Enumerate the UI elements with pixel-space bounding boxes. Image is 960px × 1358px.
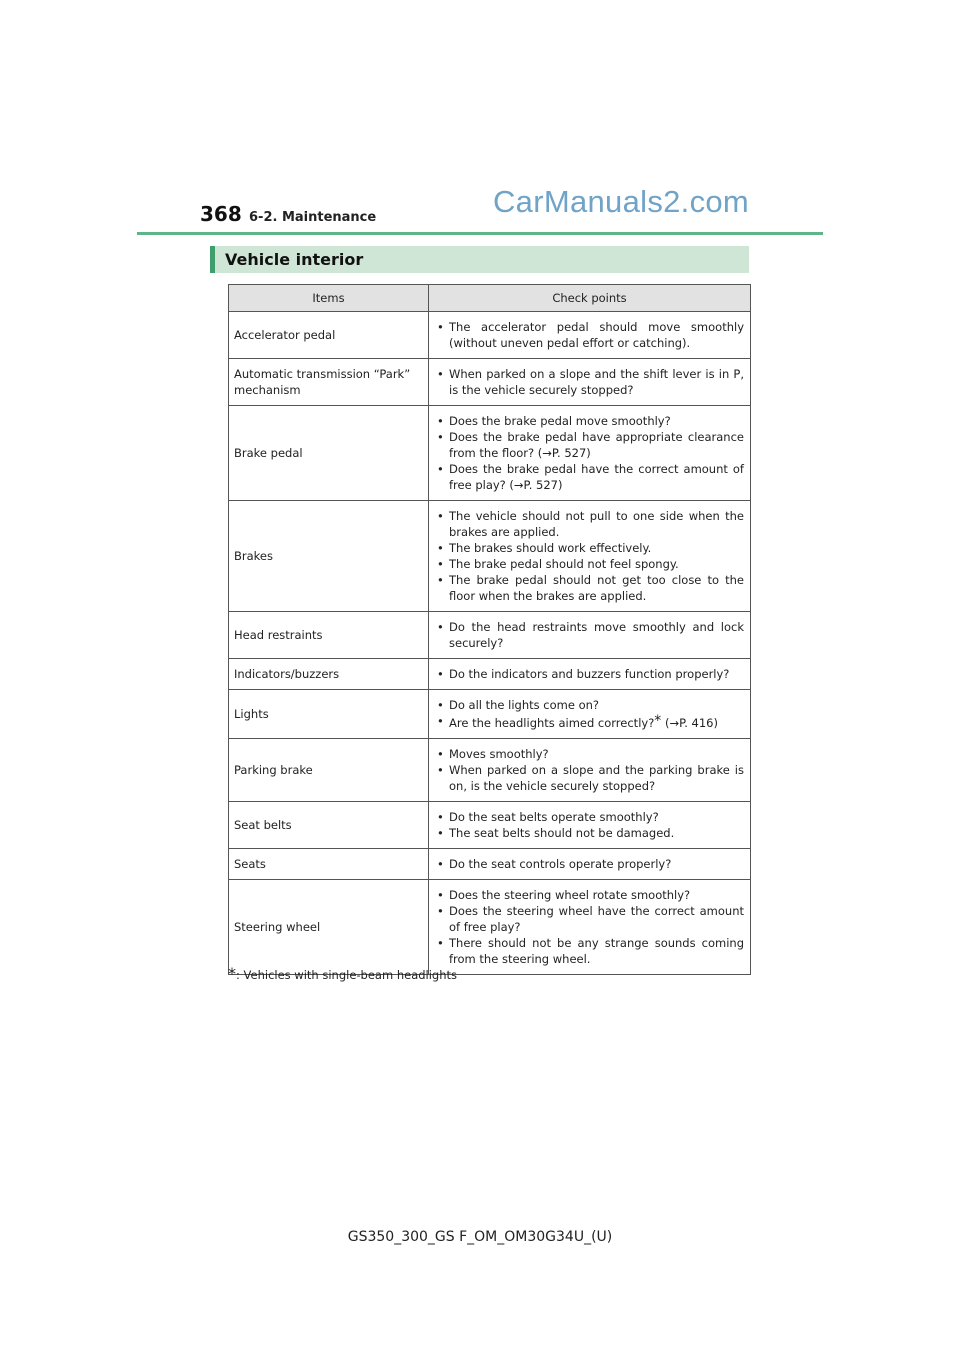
check-points-cell	[429, 406, 751, 501]
check-point: • Moves smoothly?	[435, 746, 744, 762]
table-row	[229, 312, 751, 359]
column-header-check-points: Check points	[429, 285, 751, 312]
check-point: • The seat belts should not be damaged.	[435, 825, 744, 841]
check-point: • Do the indicators and buzzers function properly?	[435, 666, 744, 682]
table-row	[229, 880, 751, 975]
section-heading-bar	[210, 246, 749, 273]
page-reference: (→P. 416)	[661, 716, 718, 730]
check-point-text: Are the headlights aimed correctly?	[449, 716, 655, 730]
check-point: • Do the seat belts operate smoothly?	[435, 809, 744, 825]
check-point: • Does the brake pedal have the correct amount of free play? (→P. 527)	[435, 461, 744, 493]
check-points-cell	[429, 359, 751, 406]
check-point: • The vehicle should not pull to one side when the brakes are applied.	[435, 508, 744, 540]
check-points-cell	[429, 659, 751, 690]
footnote-text: : Vehicles with single-beam headlights	[236, 968, 458, 982]
check-point: • When parked on a slope and the shift lever is in P, is the vehicle securely stopped?	[435, 366, 744, 398]
check-point	[435, 713, 744, 731]
footnote	[228, 964, 457, 983]
footnote-mark: *	[654, 713, 662, 729]
check-point: • The accelerator pedal should move smoothly (without uneven pedal effort or catching).	[435, 319, 744, 351]
item-cell: Lights	[229, 690, 429, 739]
table-row	[229, 690, 751, 739]
check-points-cell	[429, 802, 751, 849]
document-id: GS350_300_GS F_OM_OM30G34U_(U)	[347, 1229, 613, 1245]
check-point: • Does the steering wheel rotate smoothly?	[435, 887, 744, 903]
header-rule	[137, 232, 823, 235]
item-cell: Automatic transmission “Park” mechanism	[229, 359, 429, 406]
section-heading: Vehicle interior	[225, 250, 364, 269]
check-point: • The brake pedal should not feel spongy.	[435, 556, 744, 572]
item-cell: Seat belts	[229, 802, 429, 849]
table-row	[229, 501, 751, 612]
check-point: • Do the seat controls operate properly?	[435, 856, 744, 872]
check-points-cell	[429, 849, 751, 880]
column-header-items: Items	[229, 285, 429, 312]
page-number: 368	[200, 202, 242, 226]
item-cell: Indicators/buzzers	[229, 659, 429, 690]
check-point: • Does the brake pedal move smoothly?	[435, 413, 744, 429]
table-row	[229, 659, 751, 690]
check-points-cell	[429, 739, 751, 802]
section-title: 6-2. Maintenance	[249, 210, 377, 225]
check-point: • When parked on a slope and the parking brake is on, is the vehicle securely stopped?	[435, 762, 744, 794]
item-cell: Steering wheel	[229, 880, 429, 975]
check-point: • Do all the lights come on?	[435, 697, 744, 713]
check-points-cell	[429, 501, 751, 612]
table-row	[229, 359, 751, 406]
table-header-row	[229, 285, 751, 312]
check-point: • The brakes should work effectively.	[435, 540, 744, 556]
check-points-cell	[429, 690, 751, 739]
check-point: • Does the brake pedal have appropriate clearance from the floor? (→P. 527)	[435, 429, 744, 461]
check-point: • Does the steering wheel have the correct amount of free play?	[435, 903, 744, 935]
check-point: • Do the head restraints move smoothly and lock securely?	[435, 619, 744, 651]
table-row	[229, 739, 751, 802]
item-cell: Brake pedal	[229, 406, 429, 501]
item-cell: Parking brake	[229, 739, 429, 802]
check-points-cell	[429, 612, 751, 659]
item-cell: Seats	[229, 849, 429, 880]
footnote-mark: *	[228, 964, 236, 983]
item-cell: Head restraints	[229, 612, 429, 659]
table-row	[229, 612, 751, 659]
watermark-text: CarManuals2.com	[493, 184, 750, 219]
check-point: • The brake pedal should not get too close to the floor when the brakes are applied.	[435, 572, 744, 604]
vehicle-interior-table	[228, 284, 751, 975]
table-row	[229, 406, 751, 501]
table-row	[229, 802, 751, 849]
check-points-cell	[429, 880, 751, 975]
item-cell: Accelerator pedal	[229, 312, 429, 359]
table-row	[229, 849, 751, 880]
check-points-cell	[429, 312, 751, 359]
check-point: • There should not be any strange sounds coming from the steering wheel.	[435, 935, 744, 967]
item-cell: Brakes	[229, 501, 429, 612]
